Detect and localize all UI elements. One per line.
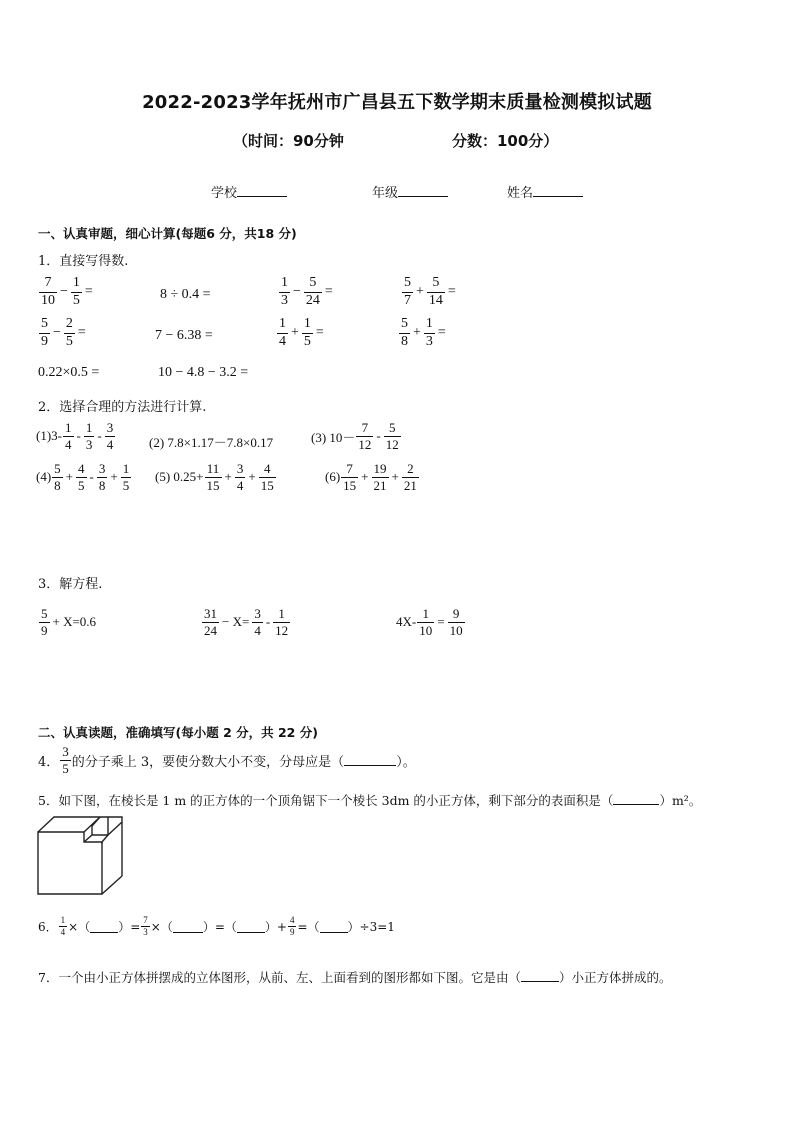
q5-text: 5．如下图，在棱长是 1 m 的正方体的一个顶角锯下一个棱长 3dm 的小正方体，剩下部分的表面积是（ (38, 793, 614, 808)
cut-right-edge (108, 822, 122, 835)
q4-text: 的分子乘上 3，要使分数大小不变，分母应是（ (71, 754, 345, 770)
q1-expr-7: $\frac{1}{4}$ + $\frac{1}{5}$ = (279, 316, 324, 349)
page-title: 2022-2023学年抚州市广昌县五下数学期末质量检测模拟试题 (142, 92, 652, 113)
section2-heading: 二、认真读题，准确填写(每小题 2 分，共 22 分) (38, 725, 318, 740)
q1-expr-5: $\frac{5}{9}$ − $\frac{2}{5}$ = (41, 316, 86, 349)
name-blank[interactable] (533, 185, 583, 197)
q7: 7．一个由小正方体拼摆成的立体图形，从前、左、上面看到的图形都如下图。它是由（ ）小正方体拼成的。 (38, 970, 672, 985)
q4: 4． $\frac{3}{5}$ 的分子乘上 3，要使分数大小不变，分母应是（ ）。 (38, 744, 416, 776)
q2-problem-2: (2) 7.8×1.17－7.8×0.17 (149, 435, 274, 450)
grade-blank[interactable] (398, 185, 448, 197)
q2-problem-1: (1)3- $\frac{1}{4}$ - $\frac{1}{3}$ - $\frac{3}{4}$ (36, 420, 114, 452)
q2-problem-5: (5) 0.25+ $\frac{11}{15}$ + $\frac{3}{4}$ + $\frac{4}{15}$ (155, 461, 274, 493)
q1-label: 1．直接写得数. (38, 254, 129, 269)
exam-score: 分数：100分） (452, 132, 559, 150)
q1-expr-9: 0.22×0.5 = (38, 365, 100, 380)
q5-answer-blank[interactable] (613, 793, 659, 805)
school-label: 学校 (211, 186, 238, 201)
q3-equation-1: $\frac{5}{9}$ + X=0.6 (41, 606, 97, 638)
q6: 6． $\frac{1}{4}$ ×（ ）= $\frac{7}{3}$ ×（ ）=（ ）+ $\frac{4}{9}$ =（ ）÷3=1 (38, 915, 395, 938)
name-label: 姓名 (507, 186, 534, 201)
q4-answer-blank[interactable] (344, 754, 396, 766)
name-field (507, 182, 583, 201)
q5: 5．如下图，在棱长是 1 m 的正方体的一个顶角锯下一个棱长 3dm 的小正方体，剩下部分的表面积是（ ）m²。 (38, 793, 702, 808)
q1-expr-2: 8 ÷ 0.4 = (160, 287, 211, 302)
q2-problem-4: (4) $\frac{5}{8}$ + $\frac{4}{5}$ - $\frac{3}{8}$ + $\frac{1}{5}$ (36, 461, 130, 493)
q1-expr-4: $\frac{5}{7}$ + $\frac{5}{14}$ = (404, 275, 456, 308)
cut-back-edge (92, 817, 100, 835)
grade-label: 年级 (372, 186, 399, 201)
q2-label: 2．选择合理的方法进行计算. (38, 400, 207, 415)
q4-label: 4． (38, 754, 60, 770)
cube-right-bottom-edge (102, 876, 122, 894)
q7-answer-blank[interactable] (521, 970, 559, 982)
q1-expr-10: 10 − 4.8 − 3.2 = (158, 365, 249, 380)
q6-blank-3[interactable] (237, 921, 265, 933)
q1-expr-1: $\frac{7}{10}$ − $\frac{1}{5}$ = (41, 275, 93, 308)
school-blank[interactable] (237, 185, 287, 197)
q3-equation-3: 4X- $\frac{1}{10}$ = $\frac{9}{10}$ (396, 606, 463, 638)
section1-heading: 一、认真审题，细心计算(每题6 分，共18 分) (38, 226, 297, 241)
q6-blank-2[interactable] (173, 921, 203, 933)
cube-top-edge (38, 817, 122, 876)
q1-expr-3: $\frac{1}{3}$ − $\frac{5}{24}$ = (281, 275, 333, 308)
exam-time: （时间：90分钟 (233, 132, 344, 150)
q2-problem-6: (6) $\frac{7}{15}$ + $\frac{19}{21}$ + $\frac{2}{21}$ (325, 461, 417, 493)
q6-blank-4[interactable] (320, 921, 348, 933)
q1-expr-8: $\frac{5}{8}$ + $\frac{1}{3}$ = (401, 316, 446, 349)
q6-blank-1[interactable] (90, 921, 118, 933)
q3-label: 3．解方程. (38, 577, 103, 592)
q1-expr-6: 7 − 6.38 = (155, 328, 213, 343)
q2-problem-3: (3) 10－ $\frac{7}{12}$ - $\frac{5}{12}$ (311, 420, 399, 452)
cube-front-face (38, 832, 102, 894)
grade-field (372, 182, 448, 201)
q3-equation-2: $\frac{31}{24}$ − X= $\frac{3}{4}$ - $\frac{1}{12}$ (204, 606, 289, 638)
q7-text: 7．一个由小正方体拼摆成的立体图形，从前、左、上面看到的图形都如下图。它是由（ (38, 970, 521, 985)
cut-side-edge (102, 835, 108, 842)
cube-figure (36, 814, 126, 898)
school-field (211, 182, 287, 201)
